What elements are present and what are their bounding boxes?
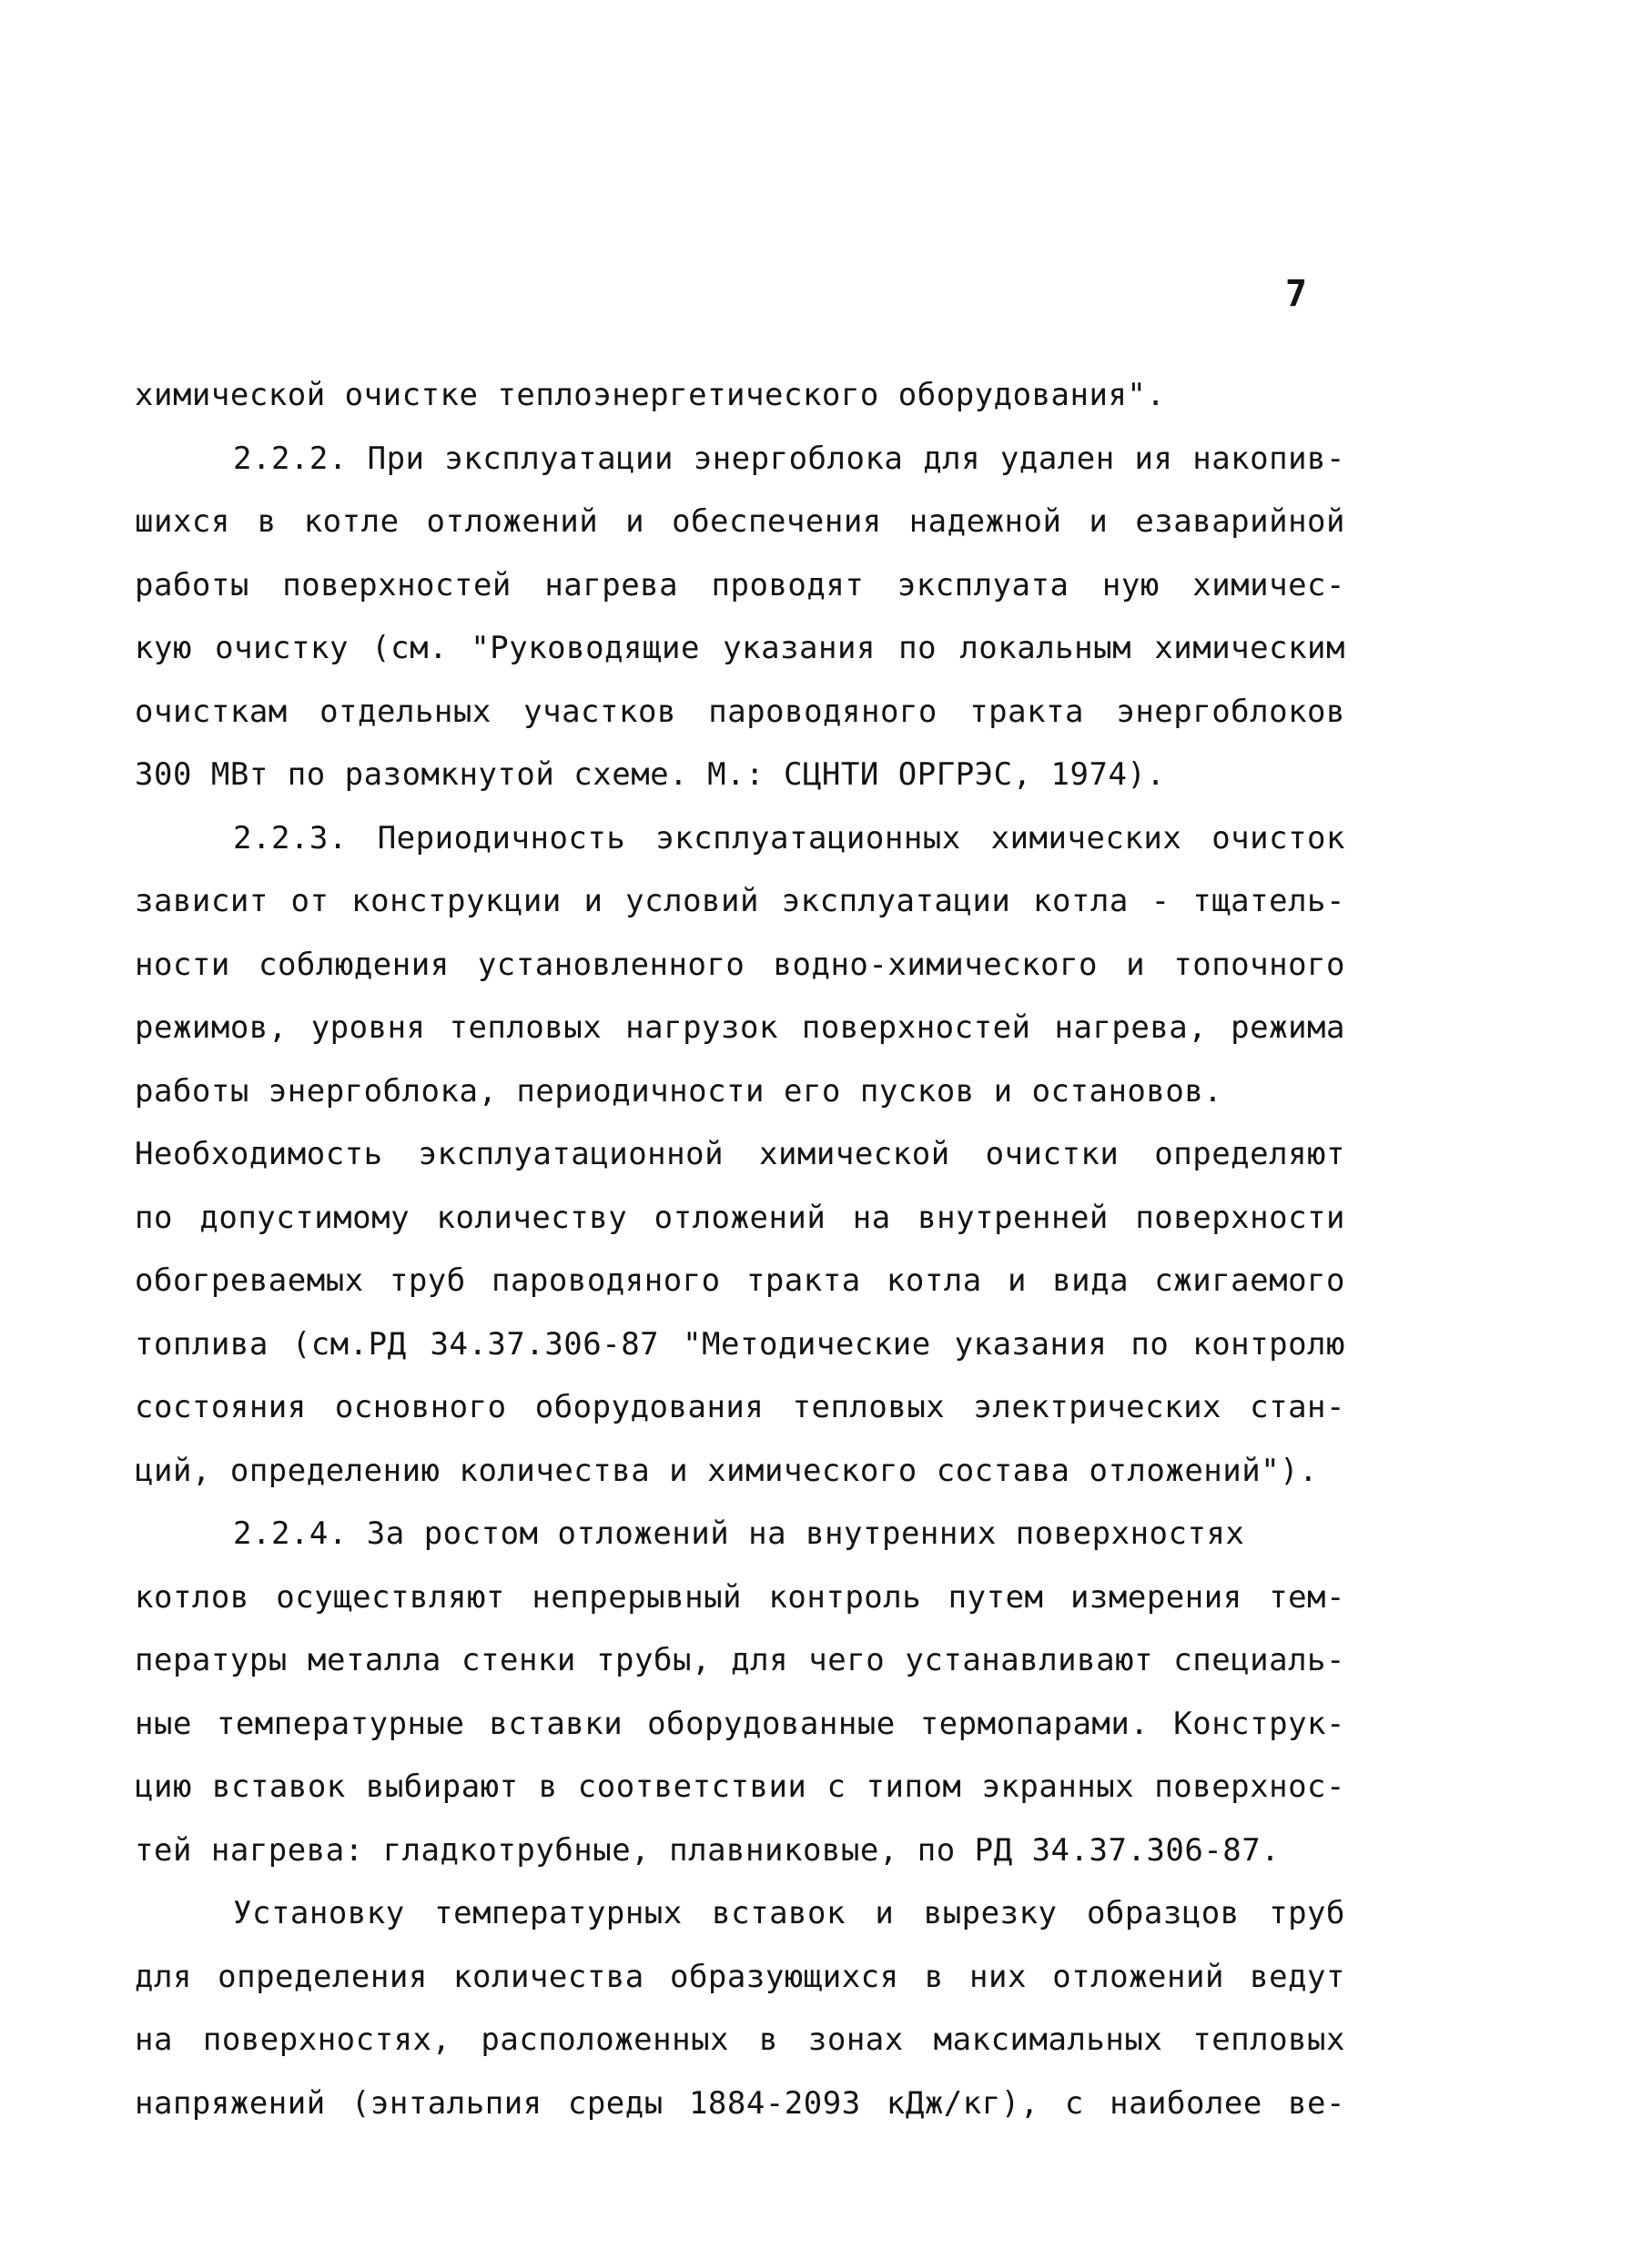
text-line: ные температурные вставки оборудованные термопарами. Конструк- [135, 1705, 1345, 1742]
text-line: Установку температурных вставок и вырезку образцов труб [233, 1895, 1345, 1931]
text-line: работы энергоблока, периодичности его пусков и остановов. [135, 1072, 1223, 1110]
text-line: очисткам отдельных участков пароводяного тракта энергоблоков [135, 693, 1345, 730]
text-line: для определения количества образующихся в них отложений ведут [135, 1958, 1345, 1995]
text-line: режимов, уровня тепловых нагрузок поверхностей нагрева, режима [135, 1009, 1345, 1046]
text-line: топлива (см.РД 34.37.306-87 "Методические указания по контролю [135, 1325, 1345, 1363]
text-line: 300 МВт по разомкнутой схеме. М.: СЦНТИ ОРГРЭС, 1974). [135, 756, 1166, 793]
text-line: химической очистке теплоэнергетического оборудования". [135, 377, 1166, 413]
page-number: 7 [1285, 273, 1308, 315]
text-line: 2.2.4. За ростом отложений на внутренних поверхностях [233, 1515, 1245, 1552]
text-line: по допустимому количеству отложений на внутренней поверхности [135, 1199, 1345, 1236]
text-line: ности соблюдения установленного водно-химического и топочного [135, 946, 1345, 983]
text-line: тей нагрева: гладкотрубные, плавниковые, по РД 34.37.306-87. [135, 1831, 1281, 1869]
text-line: цию вставок выбирают в соответствии с типом экранных поверхнос- [135, 1768, 1345, 1805]
text-line: ций, определению количества и химического состава отложений"). [135, 1452, 1319, 1489]
text-line: пературы металла стенки трубы, для чего устанавливают специаль- [135, 1642, 1345, 1678]
text-line: состояния основного оборудования тепловых электрических стан- [135, 1389, 1345, 1425]
text-line: напряжений (энтальпия среды 1884-2093 кДж/кг), с наиболее ве- [135, 2084, 1345, 2122]
text-line: зависит от конструкции и условий эксплуатации котла - тщатель- [135, 883, 1345, 919]
text-line: котлов осуществляют непрерывный контроль путем измерения тем- [135, 1578, 1345, 1616]
text-line: 2.2.2. При эксплуатации энергоблока для удален ия накопив- [233, 440, 1345, 477]
text-line: 2.2.3. Периодичность эксплуатационных химических очисток [233, 819, 1345, 856]
text-line: кую очистку (см. "Руководящие указания по локальным химическим [135, 630, 1345, 666]
text-line: Необходимость эксплуатационной химической очистки определяют [135, 1136, 1345, 1172]
body-text [135, 364, 1345, 2135]
text-line: на поверхностях, расположенных в зонах максимальных тепловых [135, 2022, 1345, 2058]
text-line: обогреваемых труб пароводяного тракта котла и вида сжигаемого [135, 1262, 1345, 1299]
text-line: шихся в котле отложений и обеспечения надежной и езаварийной [135, 503, 1345, 540]
text-line: работы поверхностей нагрева проводят эксплуата ную химичес- [135, 566, 1345, 603]
